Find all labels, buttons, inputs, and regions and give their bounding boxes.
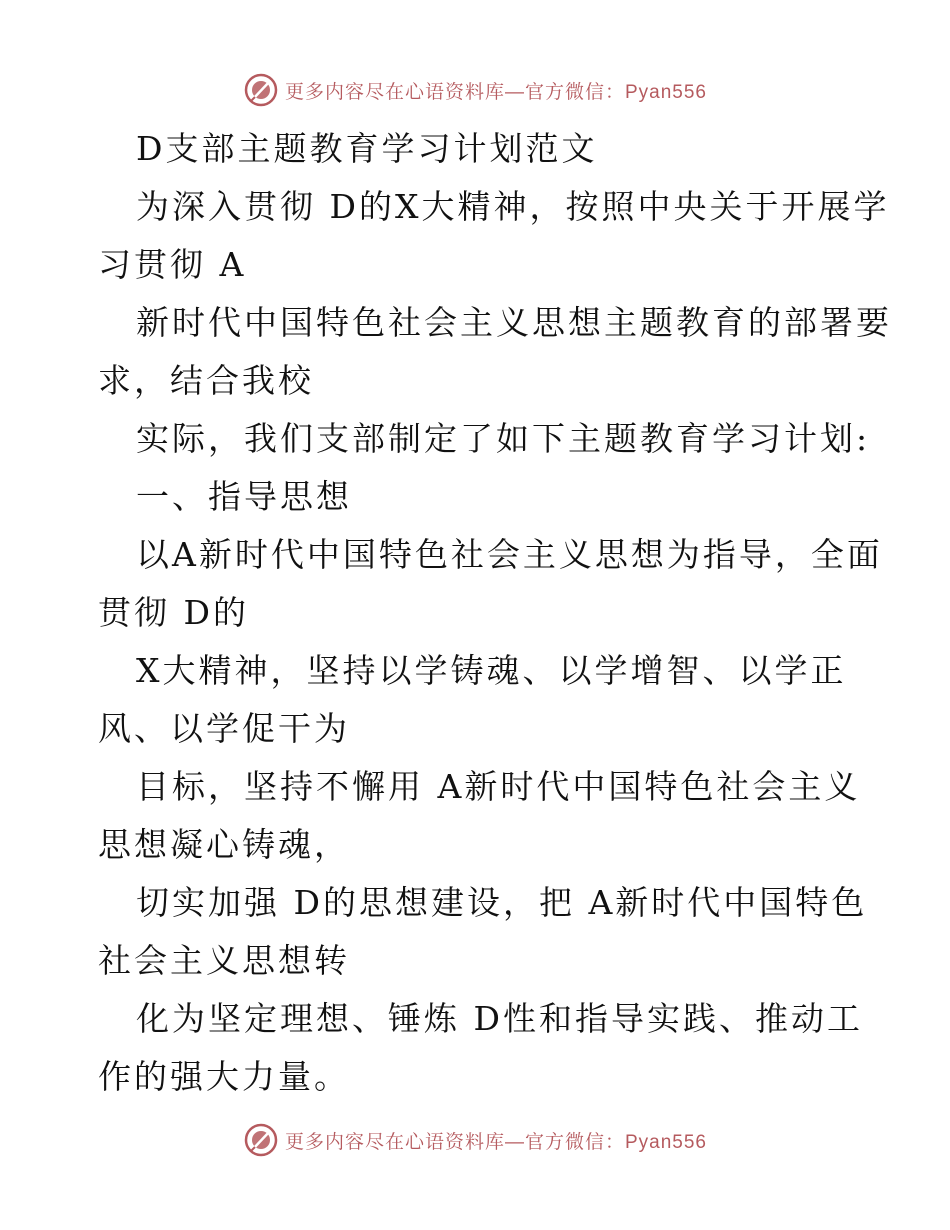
watermark-text: 更多内容尽在心语资料库—官方微信：Pyan556: [284, 81, 707, 103]
doc-line: 习贯彻 A: [98, 245, 247, 284]
doc-line: 为深入贯彻 D的X大精神，按照中央关于开展学: [136, 187, 890, 226]
footer-watermark: [0, 1120, 950, 1160]
doc-line: 作的强大力量。: [98, 1057, 350, 1096]
doc-line: X大精神，坚持以学铸魂、以学增智、以学正: [136, 651, 847, 690]
doc-line: 风、以学促干为: [98, 709, 350, 748]
doc-line: 目标，坚持不懈用 A新时代中国特色社会主义: [136, 767, 861, 806]
doc-line: 求，结合我校: [98, 361, 314, 400]
watermark-text: 更多内容尽在心语资料库—官方微信：Pyan556: [284, 1131, 707, 1153]
doc-line: 思想凝心铸魂，: [98, 825, 350, 864]
doc-line: 新时代中国特色社会主义思想主题教育的部署要: [136, 303, 892, 342]
pen-logo-icon: [243, 72, 279, 108]
doc-line: D支部主题教育学习计划范文: [136, 129, 598, 168]
doc-line: 切实加强 D的思想建设，把 A新时代中国特色: [136, 883, 868, 922]
doc-line: 以A新时代中国特色社会主义思想为指导，全面: [136, 535, 883, 574]
doc-line: 实际，我们支部制定了如下主题教育学习计划:: [136, 419, 871, 458]
document-body: [98, 120, 892, 1106]
doc-line: 贯彻 D的: [98, 593, 249, 632]
header-watermark: [0, 70, 950, 110]
doc-line: 化为坚定理想、锤炼 D性和指导实践、推动工: [136, 999, 863, 1038]
doc-line: 社会主义思想转: [98, 941, 350, 980]
doc-line: 一、指导思想: [136, 477, 352, 516]
pen-logo-icon: [243, 1122, 279, 1158]
